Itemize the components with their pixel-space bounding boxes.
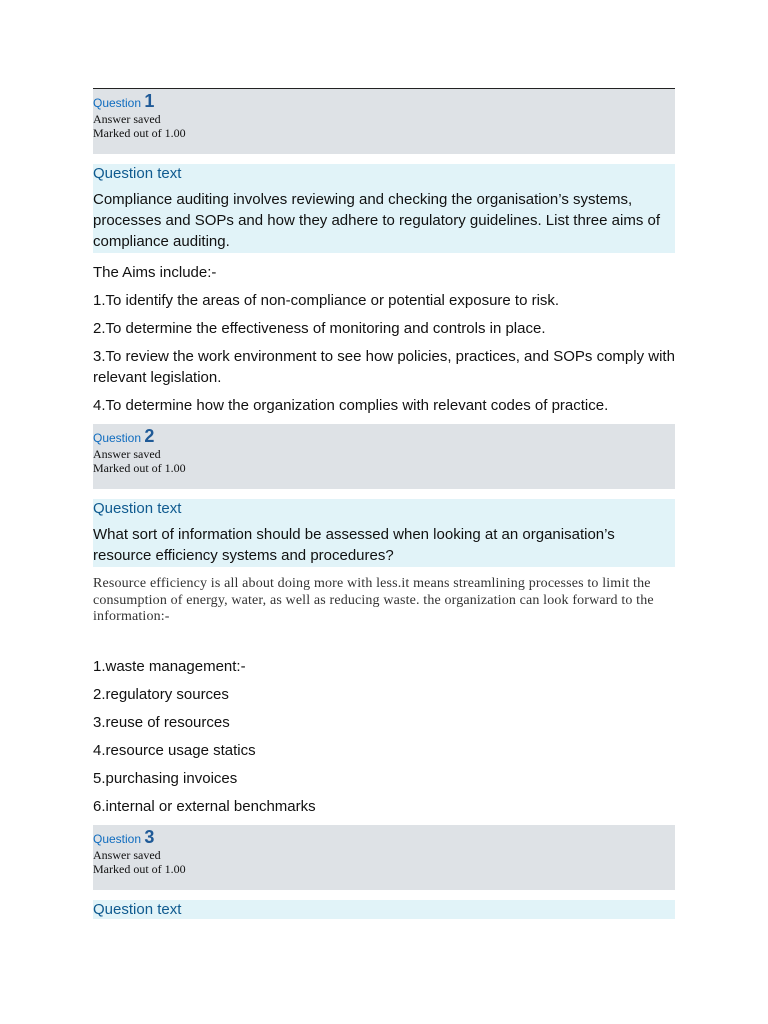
question-1-grade: Marked out of 1.00 <box>93 126 186 140</box>
question-number: 2 <box>144 426 155 446</box>
question-3-text-heading: Question text <box>93 900 182 918</box>
quiz-content <box>93 89 675 919</box>
answer-line: 5.purchasing invoices <box>93 769 238 787</box>
question-label: Question <box>93 831 142 846</box>
question-label: Question <box>93 431 142 445</box>
question-2-text-block <box>93 499 675 567</box>
answer-line: 3.reuse of resources <box>93 713 230 731</box>
answer-line: 2.To determine the effectiveness of monitoring and controls in place. <box>93 320 546 337</box>
question-2-number <box>93 425 675 447</box>
answer-line: 6.internal or external benchmarks <box>93 797 316 815</box>
question-3-grade: Marked out of 1.00 <box>93 861 186 876</box>
question-3-text-block <box>93 900 675 919</box>
answer-line: 1.To identify the areas of non-compliance or potential exposure to risk. <box>93 292 560 309</box>
question-number: 1 <box>144 91 155 111</box>
question-3-info <box>93 825 675 890</box>
question-number: 3 <box>144 826 155 847</box>
question-1-state: Answer saved <box>93 112 161 126</box>
question-3-number <box>93 826 675 848</box>
question-1-text-block <box>93 164 675 253</box>
question-2-info <box>93 424 675 489</box>
question-1-text-heading: Question text <box>93 165 182 182</box>
question-1-answer <box>93 253 675 416</box>
answer-line: 4.To determine how the organization complies with relevant codes of practice. <box>93 397 609 414</box>
question-1-number <box>93 90 675 112</box>
question-2-state: Answer saved <box>93 447 161 461</box>
answer-line: 2.regulatory sources <box>93 685 229 703</box>
question-2-grade: Marked out of 1.00 <box>93 461 186 475</box>
answer-line: 4.resource usage statics <box>93 741 256 759</box>
question-1-info <box>93 89 675 154</box>
question-1-text: Compliance auditing involves reviewing and checking the organisation’s systems, processes and SOPs and how they adhere to regulatory guidelines. List three aims of compliance auditing. <box>93 191 660 250</box>
question-2-answer <box>93 567 675 817</box>
question-2-text: What sort of information should be assessed when looking at an organisation’s resource efficiency systems and procedures? <box>93 526 615 564</box>
question-label: Question <box>93 96 142 110</box>
answer-line: 1.waste management:- <box>93 657 246 675</box>
answer-intro: Resource efficiency is all about doing more with less.it means streamlining processes to limit the consumption of energy, water, as well as reducing waste. the organization can look forward to the information:- <box>93 576 654 624</box>
question-2-text-heading: Question text <box>93 500 182 517</box>
answer-line: The Aims include:- <box>93 264 217 281</box>
answer-line: 3.To review the work environment to see how policies, practices, and SOPs comply with relevant legislation. <box>93 348 675 386</box>
question-3-state: Answer saved <box>93 847 161 862</box>
